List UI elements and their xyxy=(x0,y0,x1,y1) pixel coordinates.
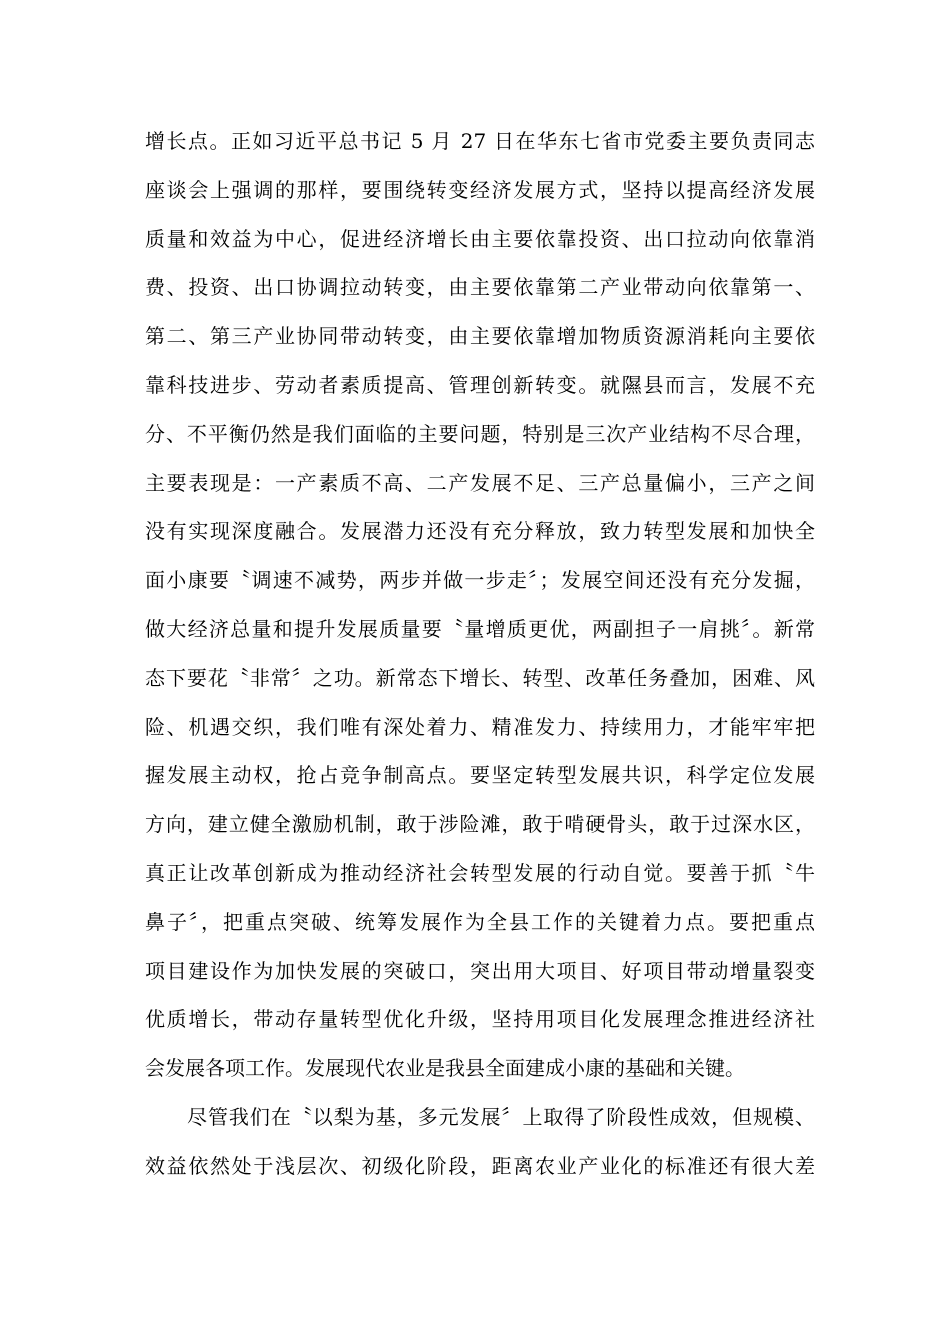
text-line: 态下要花〝非常〞之功。新常态下增长、转型、改革任务叠加，困难、风 xyxy=(145,665,815,690)
text-line: 做大经济总量和提升发展质量要〝量增质更优，两副担子一肩挑〞。新常 xyxy=(145,616,815,641)
text-line: 分、不平衡仍然是我们面临的主要问题，特别是三次产业结构不尽合理， xyxy=(145,421,815,446)
text-line: 质量和效益为中心，促进经济增长由主要依靠投资、出口拉动向依靠消 xyxy=(145,226,815,251)
text-line: 握发展主动权，抢占竞争制高点。要坚定转型发展共识，科学定位发展 xyxy=(145,763,815,788)
text-line: 第二、第三产业协同带动转变，由主要依靠增加物质资源消耗向主要依 xyxy=(145,324,815,349)
text-line: 主要表现是：一产素质不高、二产发展不足、三产总量偏小，三产之间 xyxy=(145,470,815,495)
text-line: 面小康要〝调速不减势，两步并做一步走〞；发展空间还没有充分发掘， xyxy=(145,568,815,593)
paragraph-start-line: 尽管我们在〝以梨为基，多元发展〞上取得了阶段性成效，但规模、 xyxy=(187,1104,815,1129)
text-line: 真正让改革创新成为推动经济社会转型发展的行动自觉。要善于抓〝牛 xyxy=(145,860,815,885)
text-line: 鼻子〞，把重点突破、统筹发展作为全县工作的关键着力点。要把重点 xyxy=(145,909,815,934)
text-line: 效益依然处于浅层次、初级化阶段，距离农业产业化的标准还有很大差 xyxy=(145,1153,815,1178)
text-line: 增长点。正如习近平总书记 5 月 27 日在华东七省市党委主要负责同志 xyxy=(145,129,815,153)
text-line: 方向，建立健全激励机制，敢于涉险滩，敢于啃硬骨头，敢于过深水区， xyxy=(145,812,815,837)
text-line: 费、投资、出口协调拉动转变，由主要依靠第二产业带动向依靠第一、 xyxy=(145,275,815,300)
text-line: 项目建设作为加快发展的突破口，突出用大项目、好项目带动增量裂变 xyxy=(145,958,815,983)
text-line: 险、机遇交织，我们唯有深处着力、精准发力、持续用力，才能牢牢把 xyxy=(145,714,815,739)
body-text xyxy=(145,117,815,1191)
text-line: 优质增长，带动存量转型优化升级，坚持用项目化发展理念推进经济社 xyxy=(145,1007,815,1032)
text-line: 座谈会上强调的那样，要围绕转变经济发展方式，坚持以提高经济发展 xyxy=(145,177,815,202)
text-line: 没有实现深度融合。发展潜力还没有充分释放，致力转型发展和加快全 xyxy=(145,519,815,544)
text-line: 会发展各项工作。发展现代农业是我县全面建成小康的基础和关键。 xyxy=(145,1056,745,1081)
text-line: 靠科技进步、劳动者素质提高、管理创新转变。就隰县而言，发展不充 xyxy=(145,372,815,397)
